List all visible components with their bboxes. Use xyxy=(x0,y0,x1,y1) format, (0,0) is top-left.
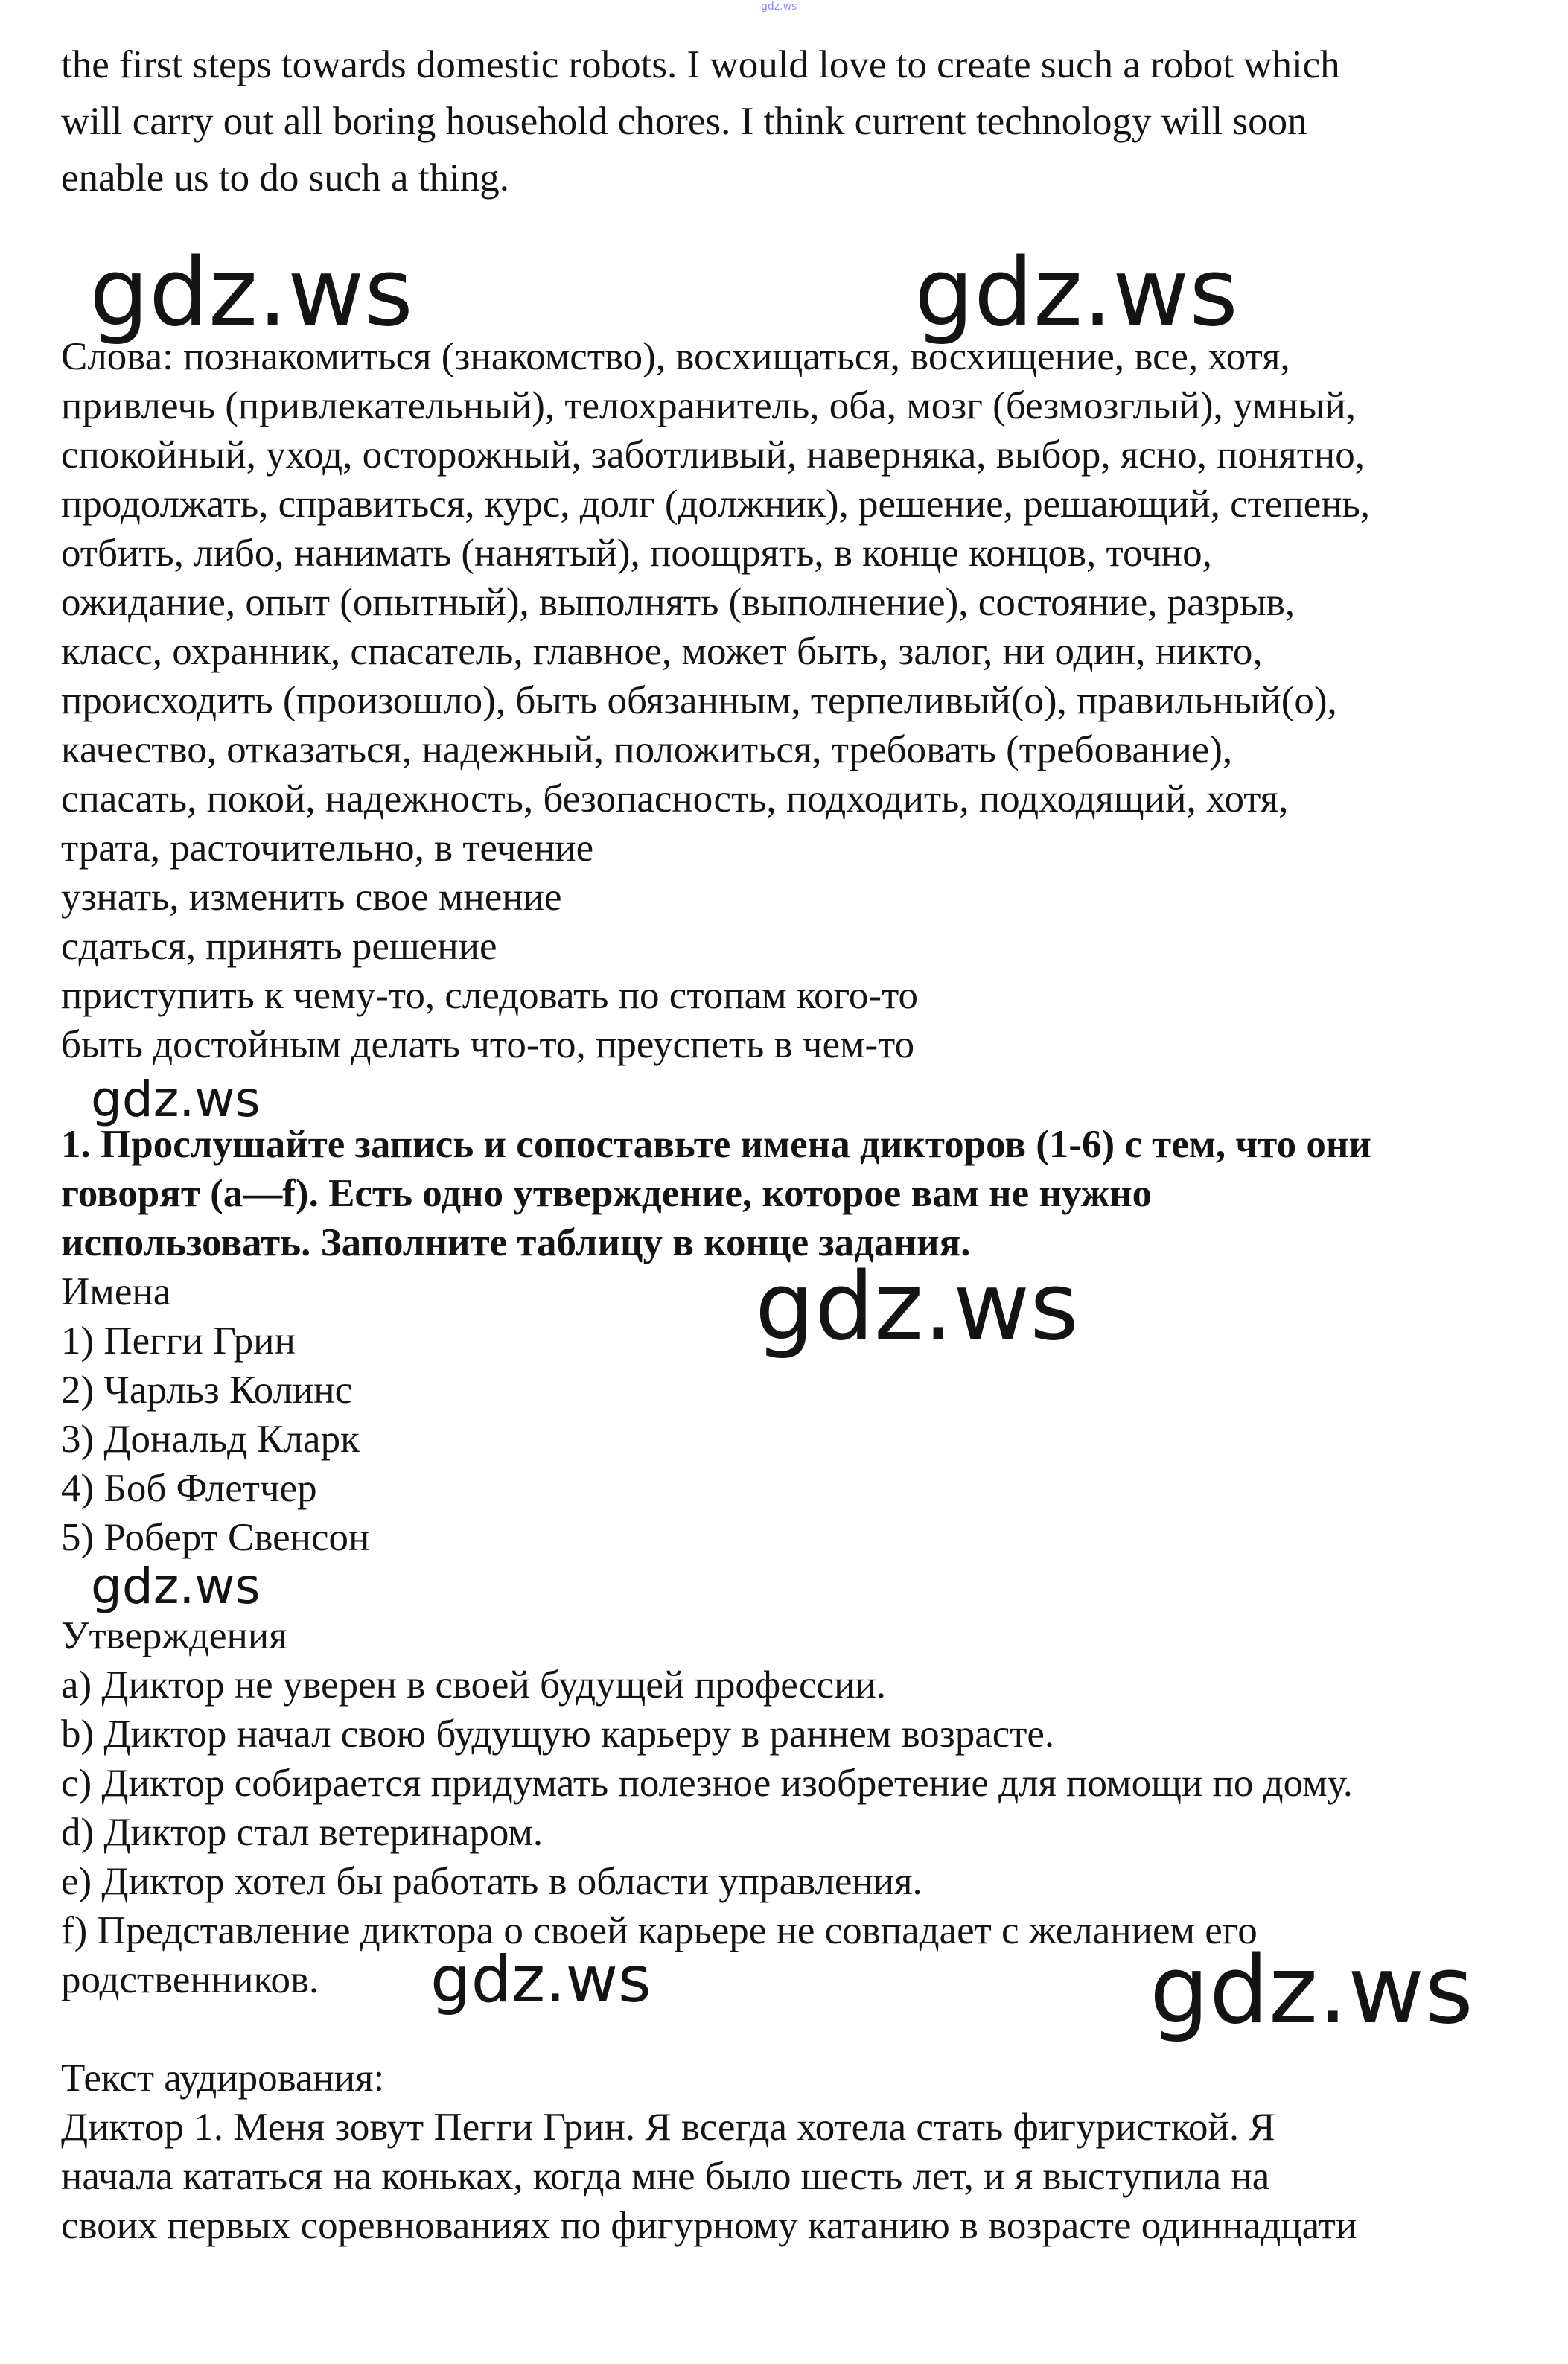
audio-heading: Текст аудирования: xyxy=(61,2056,385,2100)
intro-line-3: enable us to do such a thing. xyxy=(61,156,510,200)
words-line-15: быть достойным делать что-то, преуспеть в чем-то xyxy=(61,1023,915,1066)
words-line-10: спасать, покой, надежность, безопасность, подходить, подходящий, хотя, xyxy=(61,777,1289,821)
watermark-3: gdz.ws xyxy=(91,1071,261,1128)
statement-c: c) Диктор собирается придумать полезное изобретение для помощи по дому. xyxy=(61,1762,1354,1805)
watermark-6: gdz.ws xyxy=(430,1943,651,2017)
watermark-top: gdz.ws xyxy=(761,1,797,13)
name-item-3: 3) Дональд Кларк xyxy=(61,1418,360,1461)
watermark-2: gdz.ws xyxy=(914,238,1238,347)
watermark-1: gdz.ws xyxy=(89,238,413,347)
statement-a: a) Диктор не уверен в своей будущей профессии. xyxy=(61,1663,887,1707)
words-line-5: отбить, либо, нанимать (нанятый), поощрять, в конце концов, точно, xyxy=(61,532,1212,575)
name-item-5: 5) Роберт Свенсон xyxy=(61,1516,370,1559)
words-line-8: происходить (произошло), быть обязанным, терпеливый(о), правильный(о), xyxy=(61,679,1337,722)
words-line-4: продолжать, справиться, курс, долг (должник), решение, решающий, степень, xyxy=(61,482,1371,526)
words-line-14: приступить к чему-то, следовать по стопам кого-то xyxy=(61,974,919,1017)
words-line-1: Слова: познакомиться (знакомство), восхищаться, восхищение, все, хотя, xyxy=(61,335,1290,378)
intro-line-1: the first steps towards domestic robots. I would love to create such a robot which xyxy=(61,43,1340,86)
statement-b: b) Диктор начал свою будущую карьеру в раннем возрасте. xyxy=(61,1713,1055,1756)
words-line-13: сдаться, принять решение xyxy=(61,925,497,968)
words-line-6: ожидание, опыт (опытный), выполнять (выполнение), состояние, разрыв, xyxy=(61,581,1295,624)
name-item-1: 1) Пегги Грин xyxy=(61,1319,296,1363)
audio-line-3: своих первых соревнованиях по фигурному катанию в возрасте одиннадцати xyxy=(61,2204,1357,2247)
names-heading: Имена xyxy=(61,1270,171,1313)
watermark-4: gdz.ws xyxy=(755,1252,1079,1361)
statement-f: f) Представление диктора о своей карьере не совпадает с желанием его xyxy=(61,1909,1258,1952)
words-line-9: качество, отказаться, надежный, положиться, требовать (требование), xyxy=(61,728,1233,771)
intro-line-2: will carry out all boring household chores. I think current technology will soon xyxy=(61,100,1307,143)
words-line-3: спокойный, уход, осторожный, заботливый, наверняка, выбор, ясно, понятно, xyxy=(61,433,1365,477)
task-line-1: 1. Прослушайте запись и сопоставьте имена дикторов (1-6) с тем, что они xyxy=(61,1123,1371,1166)
name-item-4: 4) Боб Флетчер xyxy=(61,1467,317,1510)
words-line-7: класс, охранник, спасатель, главное, может быть, залог, ни один, никто, xyxy=(61,630,1263,673)
statement-d: d) Диктор стал ветеринаром. xyxy=(61,1811,544,1854)
audio-line-2: начала кататься на коньках, когда мне было шесть лет, и я выступила на xyxy=(61,2155,1270,2198)
words-line-2: привлечь (привлекательный), телохранитель, оба, мозг (безмозглый), умный, xyxy=(61,384,1356,427)
statements-heading: Утверждения xyxy=(61,1614,287,1657)
statement-f-cont: родственников. xyxy=(61,1958,319,2001)
statement-e: e) Диктор хотел бы работать в области управления. xyxy=(61,1860,922,1903)
watermark-7: gdz.ws xyxy=(1150,1935,1473,2045)
words-line-11: трата, расточительно, в течение xyxy=(61,826,594,870)
task-line-2: говорят (a—f). Есть одно утверждение, которое вам не нужно xyxy=(61,1172,1153,1215)
audio-line-1: Диктор 1. Меня зовут Пегги Грин. Я всегда хотела стать фигуристкой. Я xyxy=(61,2106,1275,2149)
words-line-12: узнать, изменить свое мнение xyxy=(61,876,562,919)
name-item-2: 2) Чарльз Колинс xyxy=(61,1369,353,1412)
task-line-3: использовать. Заполните таблицу в конце задания. xyxy=(61,1221,971,1264)
watermark-5: gdz.ws xyxy=(91,1558,261,1615)
